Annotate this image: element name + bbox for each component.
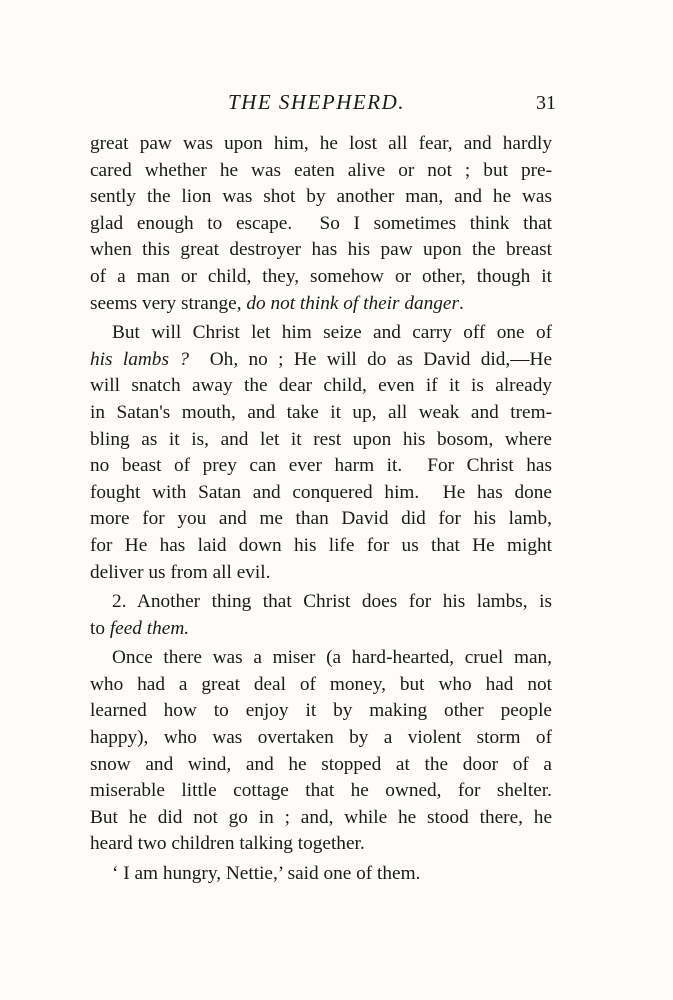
text-run: miserable little cottage that he owned, for shelter. xyxy=(90,780,552,802)
text-line xyxy=(90,184,552,211)
italic-text: his lambs ? xyxy=(90,348,189,370)
running-title: THE SHEPHERD. xyxy=(228,90,405,114)
text-line xyxy=(90,480,552,507)
text-run: to xyxy=(90,617,110,639)
text-line xyxy=(90,533,552,560)
text-run: of a man or child, they, somehow or other, though it xyxy=(90,265,552,287)
text-line xyxy=(90,131,552,158)
text-run: learned how to enjoy it by making other people xyxy=(90,700,552,722)
text-run: who had a great deal of money, but who had not xyxy=(90,673,552,695)
text-run: ‘ I am hungry, Nettie,’ said one of them. xyxy=(112,863,421,885)
text-line xyxy=(90,831,552,858)
text-line xyxy=(90,158,552,185)
text-run: Once there was a miser (a hard-hearted, cruel man, xyxy=(112,647,552,669)
text-run: glad enough to escape. So I sometimes think that xyxy=(90,212,552,234)
text-run: heard two children talking together. xyxy=(90,833,365,855)
text-line xyxy=(90,264,552,291)
paragraph xyxy=(90,589,552,642)
paragraph xyxy=(90,320,552,586)
text-line xyxy=(90,616,552,643)
text-line xyxy=(90,645,552,672)
paragraph xyxy=(90,645,552,858)
text-run: will snatch away the dear child, even if it is already xyxy=(90,375,552,397)
text-run: fought with Satan and conquered him. He has done xyxy=(90,481,552,503)
text-line xyxy=(90,752,552,779)
text-run: no beast of prey can ever harm it. For Christ has xyxy=(90,455,552,477)
text-run: snow and wind, and he stopped at the door of a xyxy=(90,753,552,775)
text-run: when this great destroyer has his paw upon the breast xyxy=(90,239,552,261)
text-line xyxy=(90,347,552,374)
text-run: in Satan's mouth, and take it up, all weak and trem- xyxy=(90,401,552,423)
paragraph xyxy=(90,131,552,317)
text-run: deliver us from all evil. xyxy=(90,561,271,583)
body-text xyxy=(90,131,552,888)
text-run: But he did not go in ; and, while he stood there, he xyxy=(90,806,552,828)
text-line xyxy=(90,373,552,400)
text-line xyxy=(90,291,552,318)
text-line xyxy=(90,506,552,533)
text-line xyxy=(90,453,552,480)
italic-text: do not think of their danger xyxy=(246,292,459,314)
page-number: 31 xyxy=(536,92,556,114)
text-run: happy), who was overtaken by a violent storm of xyxy=(90,727,552,749)
text-run: 2. Another thing that Christ does for his lambs, is xyxy=(112,591,552,613)
text-line xyxy=(90,320,552,347)
text-line xyxy=(90,589,552,616)
text-run: for He has laid down his life for us that He might xyxy=(90,534,552,556)
text-line xyxy=(90,560,552,587)
paragraph xyxy=(90,861,552,888)
text-run: more for you and me than David did for his lamb, xyxy=(90,508,552,530)
text-run: bling as it is, and let it rest upon his bosom, where xyxy=(90,428,552,450)
text-line xyxy=(90,672,552,699)
text-run: But will Christ let him seize and carry off one of xyxy=(112,322,552,344)
text-line xyxy=(90,778,552,805)
text-line xyxy=(90,237,552,264)
text-line xyxy=(90,427,552,454)
text-line xyxy=(90,698,552,725)
text-line xyxy=(90,725,552,752)
italic-text: feed them. xyxy=(109,617,190,639)
text-line xyxy=(90,400,552,427)
text-run: Oh, no ; He will do as David did,—He xyxy=(188,348,552,370)
running-head xyxy=(0,88,673,118)
text-line xyxy=(90,805,552,832)
text-run: cared whether he was eaten alive or not ; but pre- xyxy=(90,159,552,181)
text-line xyxy=(90,211,552,238)
text-run: sently the lion was shot by another man, and he was xyxy=(90,186,552,208)
text-line xyxy=(90,861,552,888)
text-run: great paw was upon him, he lost all fear, and hardly xyxy=(90,133,552,154)
text-run: seems very strange, xyxy=(90,292,247,314)
text-run: . xyxy=(458,292,464,314)
